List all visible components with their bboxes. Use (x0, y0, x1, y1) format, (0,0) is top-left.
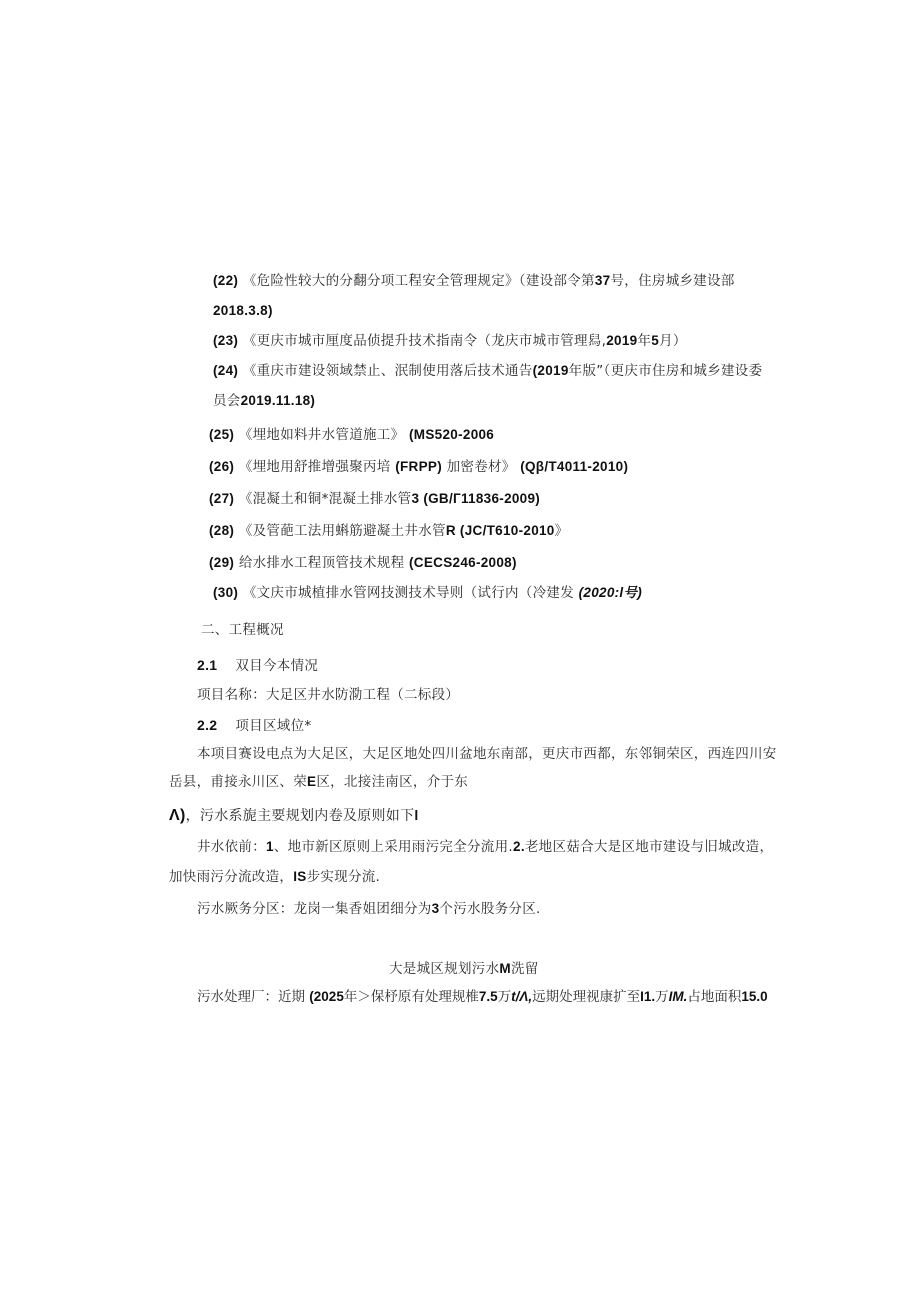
plant-value: 7.5 (478, 989, 498, 1004)
location-paragraph-line-2 (169, 773, 468, 791)
drainage-bold: IS (293, 869, 307, 884)
reference-text: 《埋地如料井水管道施工》 (238, 427, 405, 443)
principles-text: ，污水系旎主要规划内卷及原则如下 (185, 808, 415, 824)
location-text-c: 区，北接洼南区，介于东 (316, 774, 469, 790)
drainage-text: 步实现分流. (306, 869, 381, 885)
drainage-number: 1 (266, 839, 274, 854)
reference-text-2: 年版”（更庆市住房和城乡建设委 (568, 363, 763, 379)
caption-bold: M (499, 961, 511, 976)
drainage-paragraph-line-1 (197, 838, 773, 856)
plant-unit: IM. (668, 989, 688, 1004)
reference-27 (209, 490, 540, 508)
reference-number: (29) (209, 555, 235, 570)
principles-marker: Λ) (169, 807, 186, 824)
reference-text-2: 号，住房城乡建设部 (610, 273, 735, 289)
reference-text: 《文庆市城植排水管网技测技术导则（试行内（冷建发 (242, 585, 575, 601)
treatment-plant-paragraph (197, 988, 768, 1006)
reference-code: (2020:l号) (578, 585, 643, 600)
section-number: 2.2 (197, 717, 218, 733)
service-zones-text: 污水厥务分区：龙岗一集香姐团细分为 (197, 901, 432, 917)
reference-22 (213, 272, 735, 290)
plant-area: 15.0 (741, 989, 768, 1004)
reference-23 (213, 332, 687, 350)
reference-text-2: 加密卷材》 (446, 459, 516, 475)
reference-text: 《重庆市建设领域禁止、泯制使用落后技术通告 (242, 363, 533, 379)
section-title: 项目区域位* (235, 718, 312, 734)
reference-date: 2019.11.18) (240, 393, 316, 408)
location-text-a: 岳县，甫接永川区、荣 (169, 774, 307, 790)
plant-text: 占地面积 (687, 989, 742, 1005)
reference-29 (209, 554, 517, 572)
service-zones-text: 个污水股务分区. (439, 901, 541, 917)
reference-bold-2: 5 (651, 333, 660, 348)
reference-bold: (2019 (532, 363, 569, 378)
reference-bold: (FRPP) (395, 459, 443, 474)
section-2-1-heading (197, 656, 318, 675)
reference-code: (MS520-2006 (409, 427, 495, 442)
caption-text: 大是城区规划污水 (389, 961, 500, 977)
reference-number: (26) (209, 459, 235, 474)
reference-text-2: 年 (637, 333, 652, 349)
reference-bold: 2019 (606, 333, 638, 348)
reference-date: 2018.3.8) (213, 303, 273, 318)
reference-code: 3 (GB/Г11836-2009) (411, 491, 541, 506)
plant-unit: t/Λ, (511, 989, 533, 1004)
plant-text: 万 (497, 989, 512, 1005)
reference-number: (30) (213, 585, 239, 600)
reference-text: 给水排水工程顶管技术规程 (238, 555, 405, 571)
reference-text: 《混凝土和铜*混凝土排水管 (238, 491, 412, 507)
caption-text: 洗留 (510, 961, 539, 977)
drainage-text: 加快雨污分流改造， (169, 869, 294, 885)
drainage-text: 、地市新区原则上采用雨污完全分流用. (273, 839, 514, 855)
reference-code: R (JC/T610-2010 (445, 523, 555, 538)
project-name: 项目名称：大足区井水防泐工程（二标段） (197, 687, 460, 703)
reference-22-continued (213, 302, 273, 320)
drainage-paragraph-line-2 (169, 868, 380, 886)
plant-value: I1. (640, 989, 656, 1004)
location-text-bold: E (307, 774, 317, 789)
service-zones-paragraph (197, 900, 541, 918)
reference-26 (209, 458, 628, 476)
drainage-number: 2. (513, 839, 525, 854)
reference-text-2: 》 (554, 523, 569, 539)
reference-30 (213, 584, 642, 602)
reference-text: 《及管葩工法用蝌筋避凝土井水管 (238, 523, 446, 539)
reference-number: (27) (209, 491, 235, 506)
location-paragraph-line-1: 本项目赛设电点为大足区，大足区地处四川盆地东南部，更庆市西都，东邻铜荣区，西连四川安 (197, 746, 777, 762)
section-2-2-heading (197, 716, 311, 735)
reference-text: 《更庆市城市厘度品侦提升技术指南令（龙庆市城市管理舄, (242, 333, 607, 349)
section-number: 2.1 (197, 657, 218, 673)
plant-year: (2025 (309, 989, 344, 1004)
reference-28 (209, 522, 568, 540)
reference-code: (CECS246-2008) (409, 555, 517, 570)
reference-cont-prefix: 员会 (213, 393, 241, 409)
reference-text-3: 月） (659, 333, 687, 349)
service-zones-count: 3 (431, 901, 440, 916)
drainage-text: 井水依前： (197, 839, 266, 855)
section-title: 双目今本情况 (235, 658, 319, 674)
reference-25 (209, 426, 494, 444)
plant-text: 污水处理厂：近期 (197, 989, 305, 1005)
drainage-text: 老地区菇合大是区地市建设与旧城改造， (524, 839, 774, 855)
reference-bold: 37 (594, 273, 611, 288)
reference-24 (213, 362, 762, 380)
reference-number: (28) (209, 523, 235, 538)
reference-code: (Qβ/T4011-2010) (520, 459, 629, 474)
plant-text: 远期处理视康扩至 (532, 989, 641, 1005)
chapter-title: 二、工程概况 (201, 622, 284, 638)
reference-text: 《危险性较大的分翻分项工程安全管理规定》（建设部令第 (242, 273, 595, 289)
principles-heading (169, 806, 419, 825)
reference-number: (24) (213, 363, 239, 378)
reference-text: 《埋地用舒推增强聚丙培 (238, 459, 391, 475)
reference-number: (22) (213, 273, 239, 288)
plant-text: 万 (655, 989, 669, 1005)
reference-number: (23) (213, 333, 239, 348)
reference-24-continued (213, 392, 315, 410)
figure-caption (389, 960, 539, 978)
reference-number: (25) (209, 427, 235, 442)
principles-tail: l (414, 807, 419, 823)
plant-text: 年＞保杼原有处理规椎 (343, 989, 479, 1005)
